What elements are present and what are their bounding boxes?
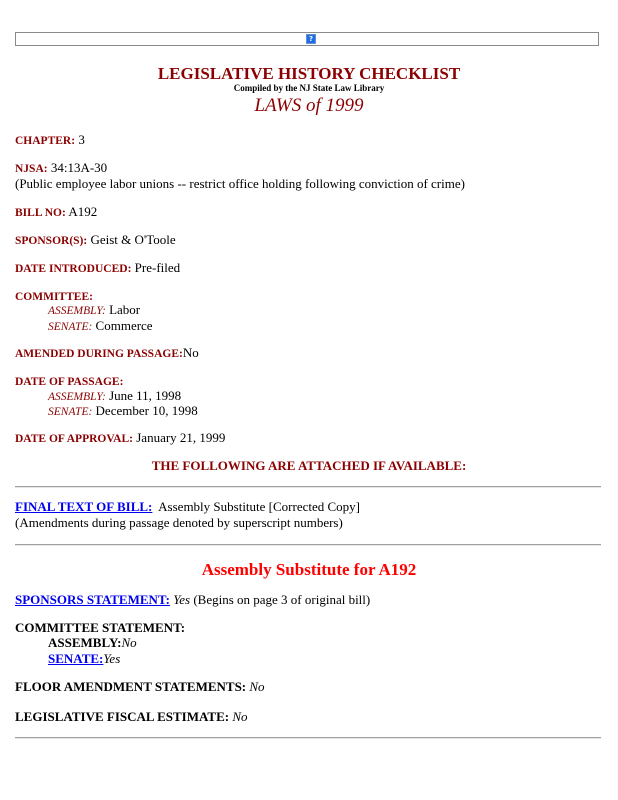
sponsors-statement-row [15, 592, 370, 608]
date-introduced-label: DATE INTRODUCED: [15, 263, 132, 275]
date-of-approval-row [15, 430, 225, 447]
committee-statement-senate-link[interactable]: SENATE: [48, 651, 104, 666]
laws-year: LAWS of 1999 [254, 95, 364, 116]
substitute-heading: Assembly Substitute for A192 [201, 560, 417, 579]
njsa-label: NJSA: [15, 163, 48, 175]
bill-no-label: BILL NO: [15, 207, 66, 219]
sponsors-label: SPONSOR(S): [15, 235, 88, 247]
committee-statement-assembly-row [48, 635, 137, 651]
final-text-value: Assembly Substitute [Corrected Copy] [152, 499, 361, 514]
date-introduced-row [15, 260, 180, 277]
committee-statement-senate-row [48, 651, 120, 667]
amended-label: AMENDED DURING PASSAGE: [15, 348, 183, 360]
committee-statement-assembly-value: No [121, 635, 137, 650]
compiled-by: Compiled by the NJ State Law Library [233, 83, 385, 93]
fiscal-estimate-label: LEGISLATIVE FISCAL ESTIMATE: [15, 709, 230, 724]
sponsors-statement-link[interactable]: SPONSORS STATEMENT: [15, 592, 170, 607]
divider [15, 737, 601, 739]
final-text-note: (Amendments during passage denoted by superscript numbers) [15, 515, 343, 530]
chapter-value: 3 [75, 132, 85, 147]
committee-senate-row [48, 318, 153, 335]
committee-assembly-label: ASSEMBLY: [48, 305, 106, 317]
bill-no-row [15, 204, 97, 221]
passage-assembly-value: June 11, 1998 [105, 388, 182, 403]
amended-value: No [182, 345, 199, 360]
sponsors-statement-note: (Begins on page 3 of original bill) [190, 592, 371, 607]
committee-statement-label: COMMITTEE STATEMENT: [15, 620, 186, 635]
attached-heading: THE FOLLOWING ARE ATTACHED IF AVAILABLE: [151, 458, 467, 473]
committee-statement-senate-value: Yes [103, 651, 121, 666]
fiscal-estimate-row [15, 709, 248, 725]
committee-assembly-row [48, 302, 140, 319]
passage-senate-row [48, 403, 198, 420]
divider [15, 486, 601, 488]
final-text-link[interactable]: FINAL TEXT OF BILL: [15, 499, 153, 514]
amended-row [15, 345, 199, 362]
committee-senate-value: Commerce [92, 318, 153, 333]
sponsors-row [15, 232, 176, 249]
committee-statement-assembly-label: ASSEMBLY: [48, 635, 122, 650]
njsa-value: 34:13A-30 [47, 160, 108, 175]
final-text-row [15, 499, 360, 515]
sponsors-value: Geist & O'Toole [87, 232, 176, 247]
chapter-label: CHAPTER: [15, 135, 76, 147]
date-of-approval-value: January 21, 1999 [133, 430, 226, 445]
chapter-row [15, 132, 85, 149]
divider [15, 544, 601, 546]
floor-amendment-row [15, 679, 265, 695]
fiscal-estimate-value: No [229, 709, 248, 724]
committee-label: COMMITTEE: [15, 291, 93, 303]
passage-assembly-label: ASSEMBLY: [48, 391, 106, 403]
njsa-row [15, 160, 107, 177]
committee-senate-label: SENATE: [48, 321, 93, 333]
sponsors-statement-yes: Yes [169, 592, 191, 607]
date-introduced-value: Pre-filed [131, 260, 181, 275]
page-title: LEGISLATIVE HISTORY CHECKLIST [157, 64, 461, 83]
passage-senate-label: SENATE: [48, 406, 93, 418]
njsa-description: (Public employee labor unions -- restrict office holding following conviction of crime) [15, 176, 465, 191]
passage-senate-value: December 10, 1998 [92, 403, 198, 418]
frame-bar [15, 32, 599, 46]
committee-assembly-value: Labor [105, 302, 141, 317]
date-of-passage-label: DATE OF PASSAGE: [15, 376, 124, 388]
floor-amendment-value: No [246, 679, 265, 694]
date-of-approval-label: DATE OF APPROVAL: [15, 433, 133, 445]
floor-amendment-label: FLOOR AMENDMENT STATEMENTS: [15, 679, 247, 694]
bill-no-value: A192 [65, 204, 98, 219]
broken-image-icon[interactable]: ? [306, 34, 316, 44]
